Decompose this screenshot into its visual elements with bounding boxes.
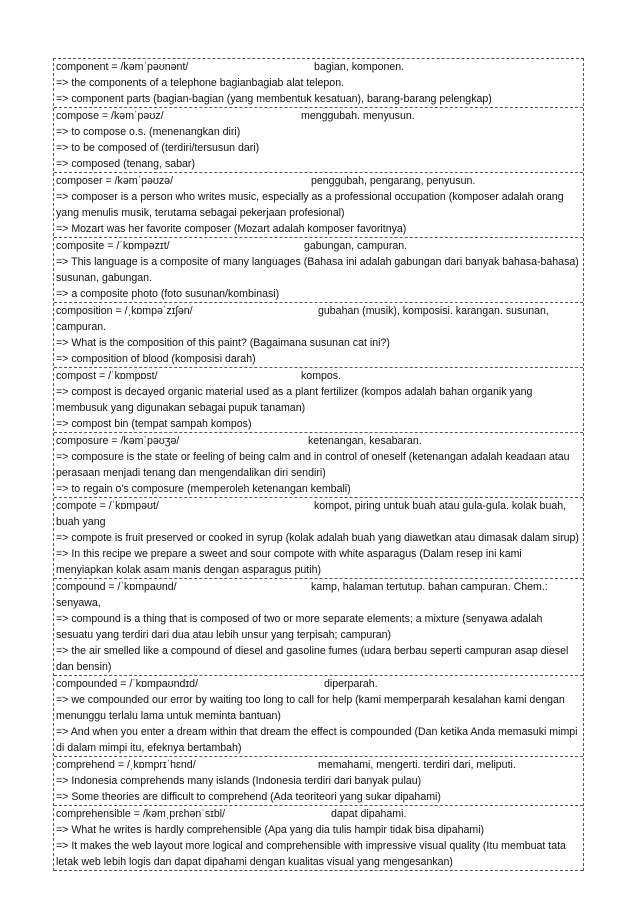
example-line: buah yang [56, 516, 106, 528]
example-line: => compost is decayed organic material used as a plant fertilizer (kompos adalah bahan organik yang membusuk yang digunakan sebagai pupuk tanaman) [56, 386, 533, 414]
entry-gloss: gabungan, campuran. [304, 240, 408, 252]
example-line: => What he writes is hardly comprehensible (Apa yang dia tulis hampir tidak bisa dipahami) [56, 824, 485, 836]
entry-gloss: bagian, komponen. [314, 61, 405, 73]
entry-gloss: menggubah. menyusun. [301, 110, 415, 122]
entry-term: composition = /ˌkɒmpəˈzɪʃən/ [56, 305, 193, 317]
example-line: => Mozart was her favorite composer (Mozart adalah komposer favoritnya) [56, 223, 407, 235]
example-line: => compost bin (tempat sampah kompos) [56, 418, 252, 430]
entry-compose [54, 108, 583, 173]
entry-compost [54, 368, 583, 433]
entry-composure [54, 433, 583, 498]
example-line: => composition of blood (komposisi darah) [56, 353, 256, 365]
entry-gloss: memahami, mengerti. terdiri dari, meliputi. [318, 759, 516, 771]
entry-term: compounded = /ˈkɒmpaʊndɪd/ [56, 678, 199, 690]
example-line: => to compose o.s. (menenangkan diri) [56, 126, 241, 138]
entry-compounded [54, 676, 583, 757]
entry-comprehend [54, 757, 583, 806]
entry-gloss: penggubah, pengarang, penyusun. [311, 175, 476, 187]
example-line: => In this recipe we prepare a sweet and sour compote with white asparagus (Dalam resep ini kami menyiapkan kolak asam manis dengan asparagus putih) [56, 548, 522, 576]
entry-head [56, 498, 581, 514]
example-line: => composure is the state or feeling of being calm and in control of oneself (ketenangan adalah keadaan atau perasaan menjadi tenang dan mengendalikan diri sendiri) [56, 451, 570, 479]
entry-gloss: kompos. [301, 370, 342, 382]
entry-head [56, 676, 581, 692]
example-line: => And when you enter a dream within that dream the effect is compounded (Dan ketika Anda memasuki mimpi di dalam mimpi itu, efeknya bertambah) [56, 726, 578, 754]
entry-gloss: diperparah. [324, 678, 378, 690]
entry-head [56, 368, 581, 384]
entry-term: composer = /kəmˈpəʊzə/ [56, 175, 174, 187]
entry-composite [54, 238, 583, 303]
example-line: => This language is a composite of many languages (Bahasa ini adalah gabungan dari banyak bahasa-bahasa) susunan, gabungan. [56, 256, 579, 284]
entry-head [56, 108, 581, 124]
entry-term: composite = /ˈkɒmpəzɪt/ [56, 240, 170, 252]
entry-compound [54, 579, 583, 676]
entry-term: component = /kəmˈpəʊnənt/ [56, 61, 189, 73]
entry-head [56, 238, 581, 254]
entry-head [56, 757, 581, 773]
example-line: => It makes the web layout more logical and comprehensible with impressive visual quality (Itu membuat tata letak web lebih logis dan dapat dipahami dengan kualitas visual yang mengesankan) [56, 840, 566, 868]
example-line: => compote is fruit preserved or cooked in syrup (kolak adalah buah yang diawetkan atau dimasak dalam sirup) [56, 532, 579, 544]
example-line: senyawa, [56, 597, 101, 609]
entry-compote [54, 498, 583, 579]
example-line: => Indonesia comprehends many islands (Indonesia terdiri dari banyak pulau) [56, 775, 422, 787]
example-line: => What is the composition of this paint? (Bagaimana susunan cat ini?) [56, 337, 390, 349]
example-line: => composer is a person who writes music, especially as a professional occupation (komposer adalah orang yang menulis musik, terutama sebagai pekerjaan profesional) [56, 191, 564, 219]
example-line: => component parts (bagian-bagian (yang membentuk kesatuan), barang-barang pelengkap) [56, 93, 492, 105]
entry-gloss: kompot, piring untuk buah atau gula-gula. kolak buah, [314, 500, 567, 512]
example-line: => to be composed of (terdiri/tersusun dari) [56, 142, 260, 154]
entry-head [56, 433, 581, 449]
example-line: campuran. [56, 321, 107, 333]
entry-gloss: kamp, halaman tertutup. bahan campuran. Chem.: [311, 581, 548, 593]
example-line: => Some theories are difficult to comprehend (Ada teoriteori yang sukar dipahami) [56, 791, 441, 803]
example-line: => we compounded our error by waiting too long to call for help (kami memperparah kesalahan kami dengan menunggu terlalu lama untuk meminta bantuan) [56, 694, 565, 722]
entry-head [56, 303, 581, 319]
entry-term: composure = /kəmˈpəʊʒə/ [56, 435, 180, 447]
entry-term: compose = /kəmˈpəʊz/ [56, 110, 164, 122]
entry-head [56, 806, 581, 822]
entry-term: compound = /ˈkɒmpaʊnd/ [56, 581, 177, 593]
entry-gloss: dapat dipahami. [331, 808, 407, 820]
entry-term: compost = /ˈkɒmpɒst/ [56, 370, 158, 382]
entry-head [56, 59, 581, 75]
entry-head [56, 173, 581, 189]
dictionary-sheet [53, 58, 584, 871]
entry-term: compote = /ˈkɒmpəʊt/ [56, 500, 159, 512]
example-line: => the components of a telephone bagianbagiab alat telepon. [56, 77, 345, 89]
entry-comprehensible [54, 806, 583, 871]
entry-composition [54, 303, 583, 368]
entry-composer [54, 173, 583, 238]
example-line: => the air smelled like a compound of diesel and gasoline fumes (udara berbau seperti campuran asap diesel dan bensin) [56, 645, 569, 673]
example-line: => composed (tenang, sabar) [56, 158, 195, 170]
example-line: => a composite photo (foto susunan/kombinasi) [56, 288, 280, 300]
entry-term: comprehensible = /kəmˌprɛhənˈsɪbl/ [56, 808, 226, 820]
entry-gloss: ketenangan, kesabaran. [308, 435, 422, 447]
entry-term: comprehend = /ˌkɒmprɪˈhɛnd/ [56, 759, 196, 771]
entry-component [54, 59, 583, 108]
example-line: => to regain o's composure (memperoleh ketenangan kembali) [56, 483, 351, 495]
example-line: => compound is a thing that is composed of two or more separate elements; a mixture (senyawa adalah sesuatu yang terdiri dari dua atau lebih unsur yang terpisah; campuran) [56, 613, 543, 641]
entry-gloss: gubahan (musik), komposisi. karangan. susunan, [318, 305, 549, 317]
entry-head [56, 579, 581, 595]
